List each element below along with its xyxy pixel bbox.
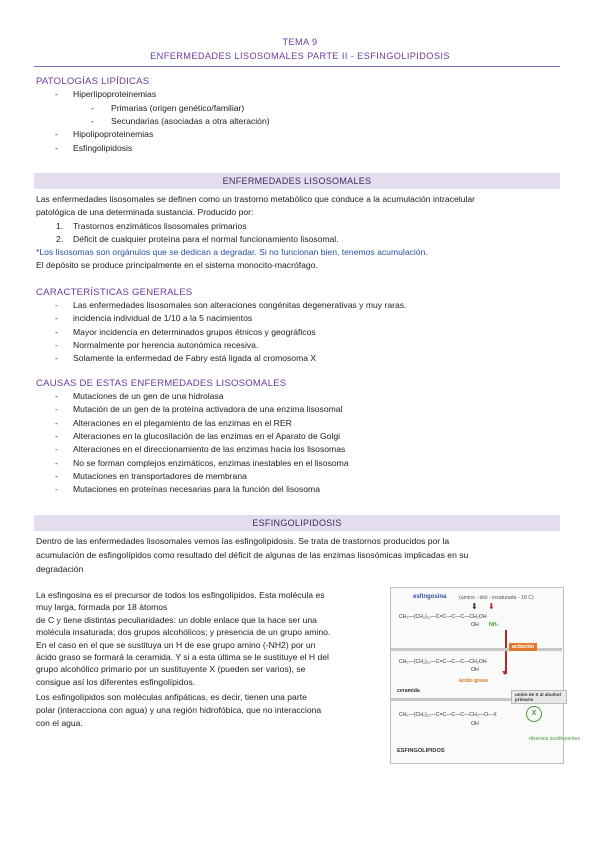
list-item: Solamente la enfermedad de Fabry está ligada al cromosoma X <box>73 353 317 364</box>
oh-label: OH <box>471 667 479 673</box>
list-number: 1. <box>56 221 64 231</box>
bullet-dash: - <box>55 430 58 441</box>
acilacion-tag: acilación <box>509 643 537 651</box>
section-title-causas: CAUSAS DE ESTAS ENFERMEDADES LISOSOMALES <box>36 378 287 389</box>
bullet-dash: - <box>55 313 58 324</box>
list-item: Alteraciones en la glucosilación de las enzimas en el Aparato de Golgi <box>73 430 341 441</box>
bullet-dash: - <box>91 103 94 113</box>
list-item: incidencia individual de 1/10 a la 5 nacimientos <box>73 313 253 324</box>
bullet-dash: - <box>55 300 58 310</box>
bullet-dash: - <box>91 116 94 126</box>
union-tag: unión de X al alcohol primario <box>511 690 567 704</box>
figure-title-note: (amino - diol - insaturada - 18 C) <box>459 595 534 601</box>
diversos-label: diversos sustituyentes <box>529 736 581 742</box>
paragraph-line: Las enfermedades lisosomales se definen como un trastorno metabólico que conduce a la acumulación intracelular <box>36 194 476 204</box>
list-item: Normalmente por herencia autonómica recesiva. <box>73 339 259 350</box>
bullet-dash: - <box>55 326 58 337</box>
ceramida-label: ceramida <box>397 688 420 694</box>
note-line: *Los lisosomas son orgánulos que se dedican a degradar. Si no funcionan bien, tenemos acumulación. <box>36 247 428 257</box>
esfingolipidos-figure <box>390 587 581 764</box>
list-item: Alteraciones en el direccionamiento de las enzimas hacia los lisosomas <box>73 444 346 455</box>
bullet-dash: - <box>55 129 58 139</box>
bullet-dash: - <box>55 457 58 468</box>
list-item: Mutaciones en proteínas necesarias para la función del lisosoma <box>73 484 320 495</box>
paragraph-line: grupo alcohólico primario por un sustituyente X (pueden ser varios), se <box>36 664 306 675</box>
bullet-dash: - <box>55 143 58 153</box>
section-title-caracteristicas: CARACTERÍSTICAS GENERALES <box>36 287 193 298</box>
list-item: Esfingolipidosis <box>73 143 133 153</box>
down-arrow-icon: ⬇ <box>488 602 495 611</box>
paragraph-line: patológica de una determinada sustancia. Producido por: <box>36 207 254 217</box>
sub-list-item: Secundarias (asociadas a otra alteración) <box>111 116 270 126</box>
bullet-dash: - <box>55 339 58 350</box>
arrow-line <box>505 630 507 674</box>
x-substituent-icon: X <box>526 706 542 722</box>
list-item: Mayor incidencia en determinados grupos étnicos y geográficos <box>73 326 316 337</box>
list-item: Hipolipoproteinemias <box>73 129 154 139</box>
section-band-enfermedades: ENFERMEDADES LISOSOMALES <box>34 173 560 189</box>
chain-formula: CH₃—(CH₂)₁₂—C=C—C—C—CH₂OH <box>399 659 487 665</box>
paragraph-line: Dentro de las enfermedades lisosomales vemos las esfingolipidosis. Se trata de trastornos producidos por la <box>36 536 450 546</box>
oh-label: OH <box>471 622 479 628</box>
paragraph-line: de C y tiene distintas peculiaridades: un doble enlace que la hace ser una <box>36 614 317 625</box>
paragraph-line: Los esfingolípidos son moléculas anfipáticas, es decir, tienen una parte <box>36 692 307 702</box>
bullet-dash: - <box>55 417 58 428</box>
paragraph-line: con el agua. <box>36 717 83 728</box>
oh-label: OH <box>471 721 479 727</box>
paragraph-line: consigue así los diferentes esfingolípidos. <box>36 676 196 687</box>
down-arrow-icon: ▼ <box>501 670 508 677</box>
bullet-dash: - <box>55 353 58 364</box>
list-number: 2. <box>56 234 64 244</box>
list-item: Las enfermedades lisosomales son alteraciones congénitas degenerativas y muy raras. <box>73 300 407 310</box>
bullet-dash: - <box>55 470 58 481</box>
header-divider <box>34 66 560 67</box>
paragraph-line: ácido graso se formará la ceramida. Y si a esta última se le sustituye el H del <box>36 652 329 662</box>
paragraph-line: polar (interacciona con agua) y una región hidrofóbica, que no interacciona <box>36 704 322 715</box>
paragraph-line: La esfingosina es el precursor de todos los esfingolípidos. Esta molécula es <box>36 590 325 600</box>
figure-title: esfingosina <box>413 594 447 600</box>
bullet-dash: - <box>55 404 58 415</box>
list-item: Déficit de cualquier proteína para el normal funcionamiento lisosomal. <box>73 234 339 244</box>
paragraph-line: muy larga, formada por 18 átomos <box>36 602 168 613</box>
bullet-dash: - <box>55 444 58 455</box>
paragraph-line: En el caso en el que se sustituya un H de ese grupo amino (-NH2) por un <box>36 639 316 650</box>
chain-formula: CH₃—(CH₂)₁₂—C=C—C—C—CH₂OH <box>399 614 487 620</box>
list-item: No se forman complejos enzimáticos, enzimas inestables en el lisosoma <box>73 457 349 468</box>
paragraph-line: molécula insaturada; dos grupos alcohólicos; y presencia de un grupo amino. <box>36 627 331 638</box>
chain-formula: CH₃—(CH₂)₁₂—C=C—C—C—CH₂—O—X <box>399 712 497 718</box>
list-item: Alteraciones en el plegamiento de las enzimas en el RER <box>73 417 292 428</box>
down-arrow-icon: ⬇ <box>471 602 478 611</box>
document-subtitle: ENFERMEDADES LISOSOMALES PARTE II - ESFINGOLIPIDOSIS <box>150 51 450 61</box>
list-item: Hiperlipoproteinemias <box>73 89 157 99</box>
sub-list-item: Primarias (origen genético/familiar) <box>111 103 245 113</box>
paragraph-line: degradación <box>36 564 84 574</box>
list-item: Mutaciones en transportadores de membrana <box>73 470 247 481</box>
list-item: Mutaciones de un gen de una hidrolasa <box>73 391 224 401</box>
figure-footer: ESFINGOLIPIDOS <box>397 748 445 754</box>
list-item: Trastornos enzimáticos lisosomales primarios <box>73 221 247 231</box>
bullet-dash: - <box>55 391 58 401</box>
topic-heading: TEMA 9 <box>282 37 318 47</box>
section-title-patologias: PATOLOGÍAS LIPÍDICAS <box>36 76 150 87</box>
acido-graso-label: ácido graso <box>459 678 489 684</box>
bullet-dash: - <box>55 89 58 99</box>
list-item: Mutación de un gen de la proteína activadora de una enzima lisosomal <box>73 404 343 415</box>
bullet-dash: - <box>55 484 58 495</box>
nh2-label: NH₂ <box>489 622 499 628</box>
paragraph-line: El depósito se produce principalmente en el sistema monocito-macrófago. <box>36 260 318 270</box>
paragraph-line: acumulación de esfingolípidos como resultado del déficit de algunas de las enzimas lisosómicas implicadas en su <box>36 550 469 560</box>
section-band-esfingolipidosis: ESFINGOLIPIDOSIS <box>34 515 560 531</box>
